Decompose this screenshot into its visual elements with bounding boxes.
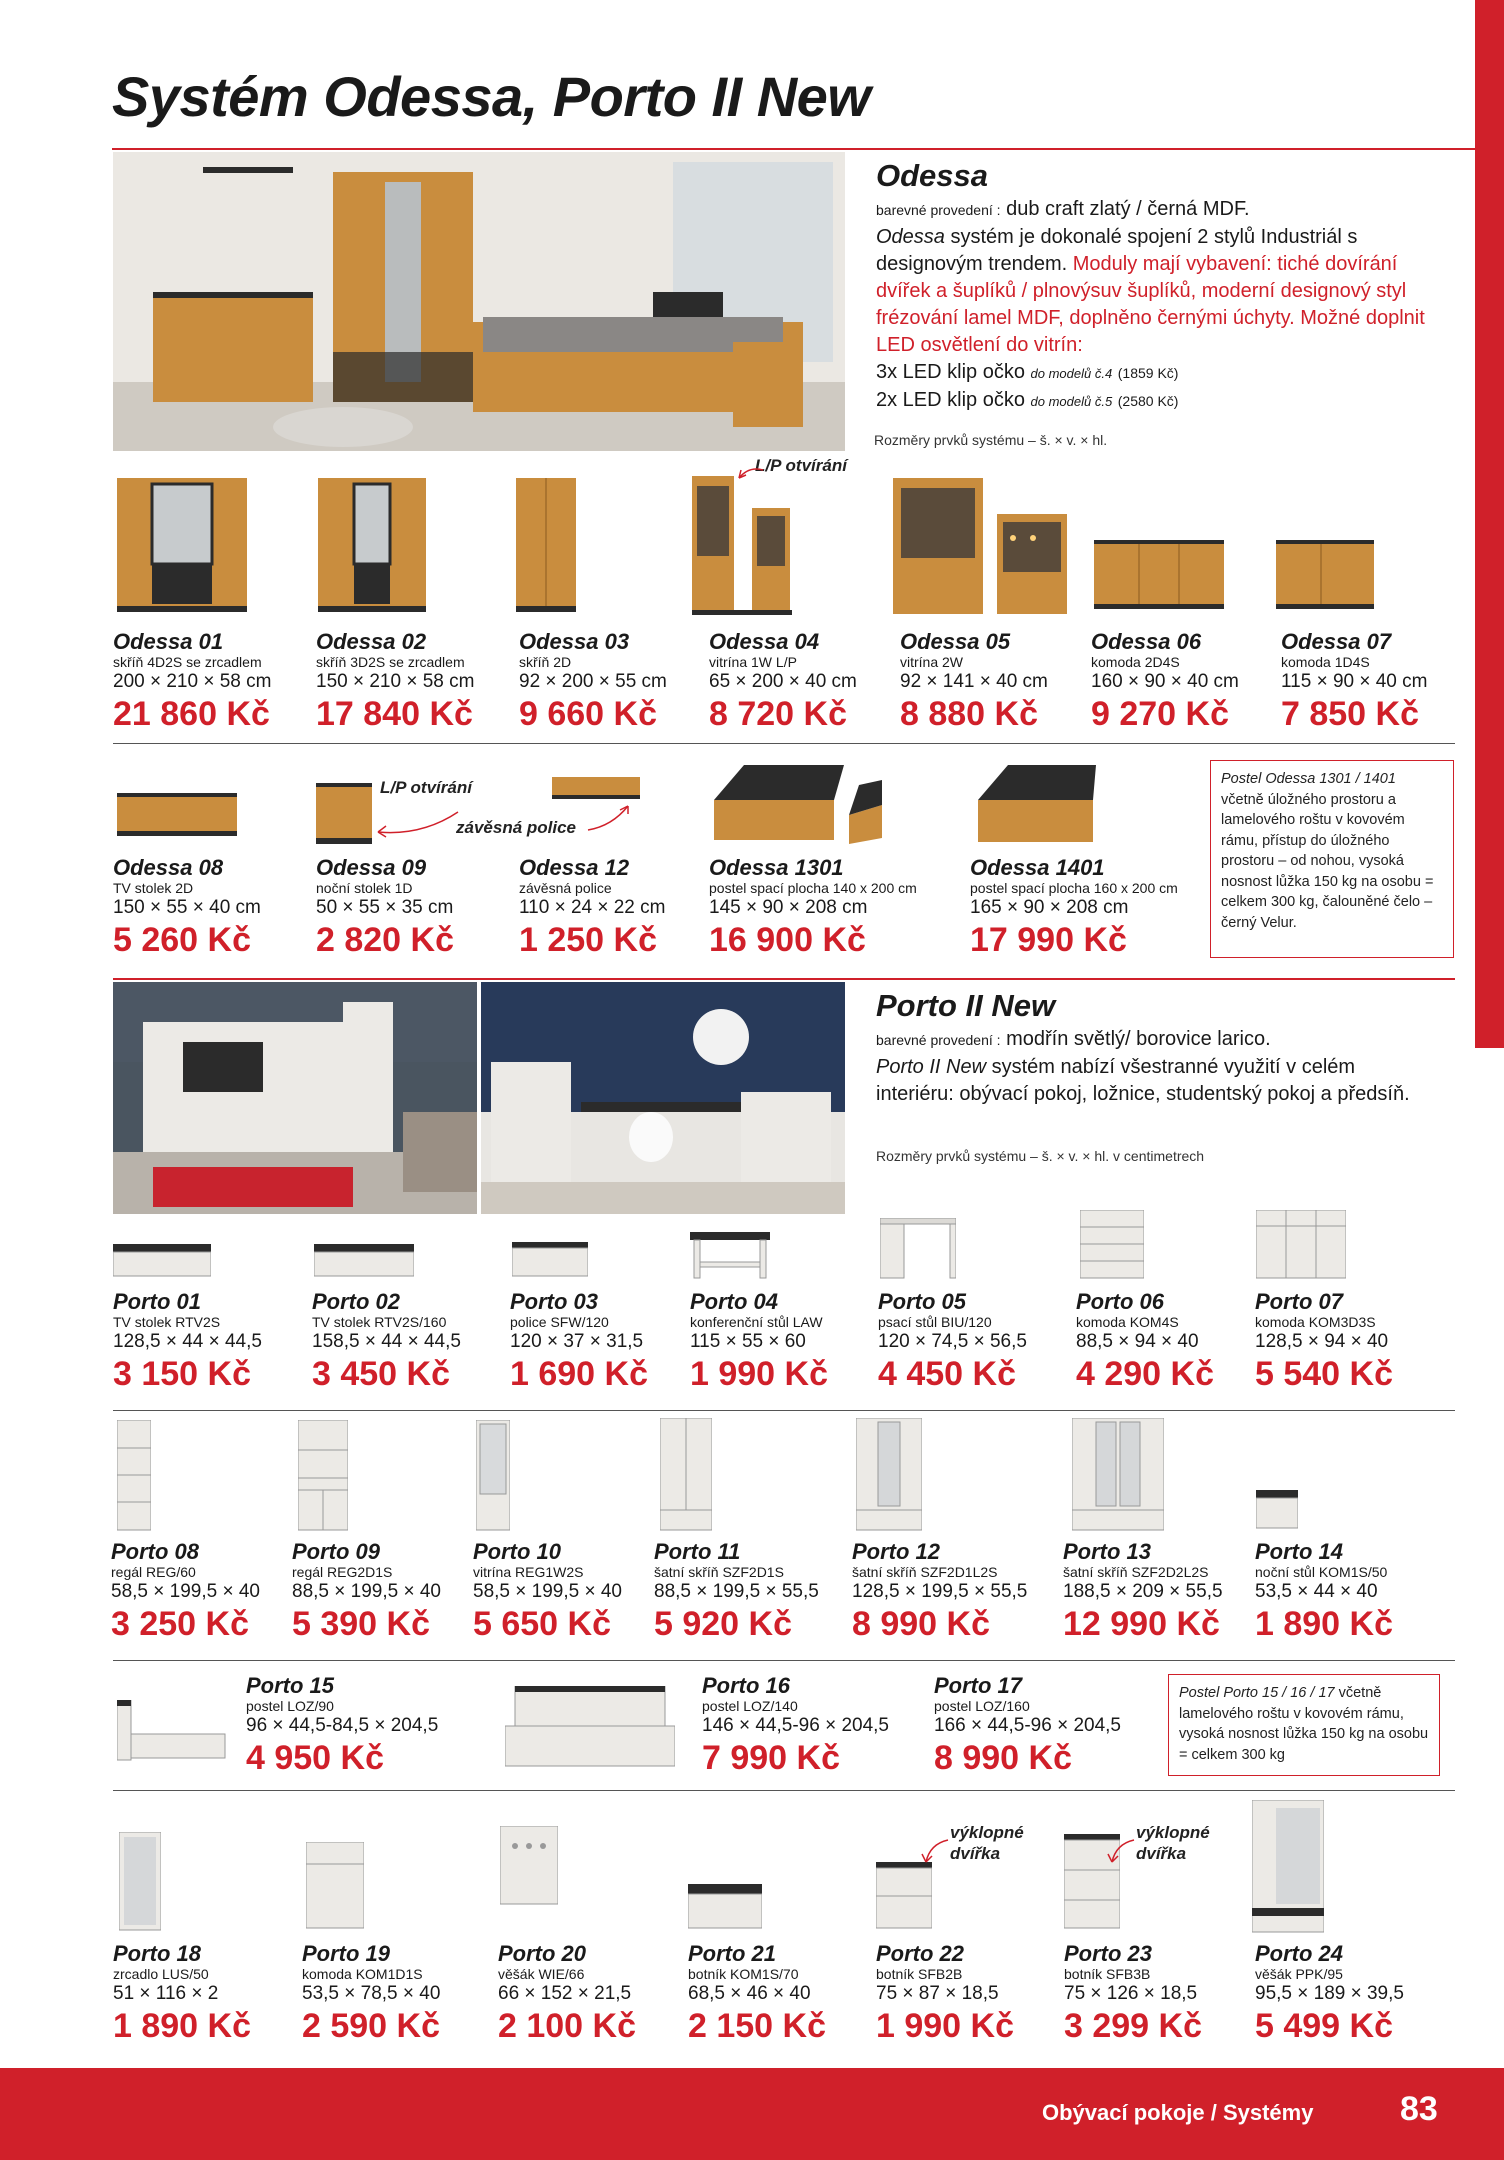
porto-20-image xyxy=(500,1826,558,1906)
odessa-italic-name: Odessa xyxy=(876,226,945,248)
porto-row1-item-sub: komoda KOM3D3S xyxy=(1255,1314,1376,1330)
porto-row4-item-name: Porto 23 xyxy=(1064,1941,1153,1966)
odessa-room-photo xyxy=(113,152,845,451)
porto-row4-item-dim: 75 × 126 × 18,5 xyxy=(1064,1983,1198,2004)
porto-row3-item-name: Porto 16 xyxy=(702,1673,791,1698)
odessa-row1-item-name: Odessa 05 xyxy=(900,629,1011,654)
porto-row1-item-price: 1 990 Kč xyxy=(690,1355,828,1393)
odessa-led1-note: do modelů č.4 xyxy=(1030,366,1113,381)
porto-row2-item-sub: regál REG2D1S xyxy=(292,1564,393,1580)
porto-row4-item-7 xyxy=(1255,1942,1404,2046)
odessa-lp-annotation: L/P otvírání xyxy=(755,456,847,475)
porto-05-image xyxy=(880,1218,956,1280)
porto-row1-item-4 xyxy=(690,1290,828,1394)
odessa-row1-item-name: Odessa 06 xyxy=(1091,629,1202,654)
porto-row4-item-dim: 95,5 × 189 × 39,5 xyxy=(1255,1983,1404,2004)
porto-row4-item-name: Porto 21 xyxy=(688,1941,777,1966)
porto-row2-item-dim: 88,5 × 199,5 × 55,5 xyxy=(654,1581,819,1602)
odessa-06-image xyxy=(1094,540,1224,610)
odessa-03-image xyxy=(516,478,576,613)
odessa-row1-item-price: 8 880 Kč xyxy=(900,695,1038,733)
porto-row1-item-sub: TV stolek RTV2S/160 xyxy=(312,1314,447,1330)
porto-row2-item-name: Porto 08 xyxy=(111,1539,200,1564)
odessa-lp-arrow-2 xyxy=(372,806,462,840)
odessa-1301-image xyxy=(704,760,884,850)
porto-11-image xyxy=(660,1418,712,1532)
porto-dims-note: Rozměry prvků systému – š. × v. × hl. v centimetrech xyxy=(876,1148,1205,1164)
porto-row2-item-name: Porto 10 xyxy=(473,1539,562,1564)
odessa-row1-item-7 xyxy=(1281,630,1427,734)
porto-09-image xyxy=(298,1420,348,1532)
porto-row3-item-dim: 146 × 44,5-96 × 204,5 xyxy=(702,1715,889,1736)
page-number: 83 xyxy=(1400,2090,1438,2128)
porto-16-image xyxy=(505,1686,675,1768)
porto-living-room-photo xyxy=(113,982,477,1214)
porto-row4-item-name: Porto 22 xyxy=(876,1941,965,1966)
porto-10-image xyxy=(476,1420,510,1532)
odessa-row1-item-price: 8 720 Kč xyxy=(709,695,847,733)
odessa-row2-item-3 xyxy=(519,856,665,960)
porto-row2-item-6 xyxy=(1063,1540,1223,1644)
porto-color-label: barevné provedení : xyxy=(876,1032,1001,1048)
odessa-row1-item-6 xyxy=(1091,630,1239,734)
porto-bed-box-title: Postel Porto 15 / 16 / 17 xyxy=(1179,1685,1335,1701)
porto-intro: systém nabízí všestranné využití v celém interiéru: obývací pokoj, ložnice, studentský pokoj a předsíň. xyxy=(876,1056,1410,1105)
odessa-row1-item-price: 21 860 Kč xyxy=(113,695,270,733)
porto-row4-item-sub: zrcadlo LUS/50 xyxy=(113,1966,209,1982)
odessa-row2-item-name: Odessa 1401 xyxy=(970,855,1105,880)
porto-row1-item-2 xyxy=(312,1290,461,1394)
porto-row1-item-price: 3 150 Kč xyxy=(113,1355,251,1393)
porto-row4-item-dim: 66 × 152 × 21,5 xyxy=(498,1983,632,2004)
porto-row1-item-dim: 158,5 × 44 × 44,5 xyxy=(312,1331,461,1352)
odessa-row2-item-sub: noční stolek 1D xyxy=(316,880,413,896)
porto-row4-item-price: 1 890 Kč xyxy=(113,2007,251,2045)
odessa-row1-item-sub: vitrína 2W xyxy=(900,654,964,670)
odessa-row1-item-sub: skříň 2D xyxy=(519,654,572,670)
porto-row1-item-5 xyxy=(878,1290,1027,1394)
odessa-row1-divider xyxy=(113,743,1455,744)
porto-row1-item-name: Porto 04 xyxy=(690,1289,779,1314)
odessa-features: Moduly mají vybavení: tiché dovírání dvířek a šuplíků / plnovýsuv šuplíků, moderní designový styl frézování lamel MDF, doplněno černými úchyty. Možné doplnit LED osvětlení do vitrín: xyxy=(876,253,1425,356)
porto-22-flip-arrow xyxy=(920,1836,950,1866)
porto-row3-item-name: Porto 17 xyxy=(934,1673,1023,1698)
porto-row1-item-price: 1 690 Kč xyxy=(510,1355,648,1393)
odessa-1401-image xyxy=(968,760,1098,850)
porto-row2-item-sub: regál REG/60 xyxy=(111,1564,196,1580)
porto-heading: Porto II New xyxy=(876,988,1056,1023)
porto-row2-item-dim: 128,5 × 199,5 × 55,5 xyxy=(852,1581,1028,1602)
porto-row4-item-price: 3 299 Kč xyxy=(1064,2007,1202,2045)
odessa-row1-item-dim: 200 × 210 × 58 cm xyxy=(113,671,272,692)
porto-row4-item-price: 2 590 Kč xyxy=(302,2007,440,2045)
porto-19-image xyxy=(306,1842,364,1930)
odessa-row1-item-sub: skříň 4D2S se zrcadlem xyxy=(113,654,262,670)
odessa-description xyxy=(876,156,1436,415)
porto-row2-item-name: Porto 14 xyxy=(1255,1539,1344,1564)
porto-row3-item-sub: postel LOZ/160 xyxy=(934,1698,1030,1714)
odessa-07-image xyxy=(1276,540,1374,610)
porto-row1-item-dim: 128,5 × 44 × 44,5 xyxy=(113,1331,262,1352)
porto-row1-item-sub: konferenční stůl LAW xyxy=(690,1314,823,1330)
odessa-row1-item-price: 17 840 Kč xyxy=(316,695,473,733)
odessa-row2-item-4 xyxy=(709,856,917,960)
porto-row1-item-price: 4 450 Kč xyxy=(878,1355,1016,1393)
odessa-04-image xyxy=(692,476,792,616)
porto-row1-item-7 xyxy=(1255,1290,1393,1394)
porto-row4-item-sub: věšák PPK/95 xyxy=(1255,1966,1343,1982)
porto-row4-item-3 xyxy=(498,1942,636,2046)
porto-description xyxy=(876,986,1436,1108)
odessa-lp-annotation-2: L/P otvírání xyxy=(380,778,472,797)
porto-row4-item-4 xyxy=(688,1942,826,2046)
porto-study-room-photo xyxy=(481,982,845,1214)
porto-bed-box-text: včetně lamelového roštu v kovovém rámu, vysoká nosnost lůžka 150 kg na osobu = celkem 300 kg xyxy=(1179,1685,1429,1763)
odessa-bed-box-title: Postel Odessa 1301 / 1401 xyxy=(1221,771,1396,787)
porto-row3-item-price: 7 990 Kč xyxy=(702,1739,840,1777)
porto-07-image xyxy=(1256,1210,1346,1280)
porto-row2-divider xyxy=(113,1660,1455,1661)
porto-row3-item-price: 4 950 Kč xyxy=(246,1739,384,1777)
porto-row4-item-2 xyxy=(302,1942,440,2046)
porto-row4-item-dim: 53,5 × 78,5 × 40 xyxy=(302,1983,441,2004)
odessa-bed-info-box xyxy=(1210,760,1454,958)
porto-row1-item-dim: 128,5 × 94 × 40 xyxy=(1255,1331,1389,1352)
porto-row2-item-name: Porto 12 xyxy=(852,1539,941,1564)
odessa-row1-item-price: 7 850 Kč xyxy=(1281,695,1419,733)
porto-row3-divider xyxy=(113,1790,1455,1791)
porto-row2-item-name: Porto 09 xyxy=(292,1539,381,1564)
porto-row1-item-price: 3 450 Kč xyxy=(312,1355,450,1393)
porto-row4-item-sub: věšák WIE/66 xyxy=(498,1966,585,1982)
porto-row1-item-name: Porto 02 xyxy=(312,1289,401,1314)
porto-12-image xyxy=(856,1418,922,1532)
page-footer xyxy=(0,2068,1504,2160)
porto-15-image xyxy=(117,1700,227,1768)
odessa-led2-note: do modelů č.5 xyxy=(1030,394,1113,409)
porto-row4-item-dim: 51 × 116 × 2 xyxy=(113,1983,219,2004)
odessa-row2-item-price: 16 900 Kč xyxy=(709,921,866,959)
porto-row1-item-name: Porto 06 xyxy=(1076,1289,1165,1314)
porto-row3-item-price: 8 990 Kč xyxy=(934,1739,1072,1777)
porto-row1-item-price: 4 290 Kč xyxy=(1076,1355,1214,1393)
odessa-row1-item-5 xyxy=(900,630,1048,734)
porto-row4-item-sub: komoda KOM1D1S xyxy=(302,1966,423,1982)
odessa-shelf-arrow xyxy=(584,800,634,834)
odessa-row1-item-dim: 115 × 90 × 40 cm xyxy=(1281,671,1428,692)
porto-bed-info-box xyxy=(1168,1674,1440,1776)
porto-02-image xyxy=(314,1244,414,1280)
porto-row3-item-sub: postel LOZ/140 xyxy=(702,1698,798,1714)
odessa-row2-item-price: 1 250 Kč xyxy=(519,921,657,959)
odessa-row2-item-name: Odessa 1301 xyxy=(709,855,844,880)
odessa-row1-item-name: Odessa 01 xyxy=(113,629,224,654)
porto-row2-item-sub: noční stůl KOM1S/50 xyxy=(1255,1564,1388,1580)
porto-color-value: modřín světlý/ borovice larico. xyxy=(1006,1028,1271,1050)
odessa-shelf-annotation: závěsná police xyxy=(456,818,577,837)
porto-row4-item-price: 5 499 Kč xyxy=(1255,2007,1393,2045)
odessa-01-image xyxy=(117,478,247,613)
porto-22-image xyxy=(876,1862,932,1930)
odessa-row2-item-name: Odessa 09 xyxy=(316,855,427,880)
porto-row3-item-3 xyxy=(934,1674,1121,1778)
porto-row4-item-1 xyxy=(113,1942,251,2046)
odessa-row2-item-name: Odessa 12 xyxy=(519,855,630,880)
odessa-row2-item-dim: 150 × 55 × 40 cm xyxy=(113,897,261,918)
odessa-row2-item-2 xyxy=(316,856,454,960)
porto-row2-item-price: 5 390 Kč xyxy=(292,1605,430,1643)
odessa-row1-item-name: Odessa 02 xyxy=(316,629,427,654)
odessa-led1: 3x LED klip očko xyxy=(876,361,1025,383)
odessa-row2-item-dim: 145 × 90 × 208 cm xyxy=(709,897,868,918)
odessa-row1-item-3 xyxy=(519,630,667,734)
title-rule xyxy=(112,148,1475,150)
porto-row4-item-price: 2 100 Kč xyxy=(498,2007,636,2045)
porto-row4-item-dim: 68,5 × 46 × 40 xyxy=(688,1983,811,2004)
odessa-color-value: dub craft zlatý / černá MDF. xyxy=(1006,198,1250,220)
odessa-led2: 2x LED klip očko xyxy=(876,389,1025,411)
porto-23-flip-arrow xyxy=(1106,1836,1136,1866)
porto-04-image xyxy=(690,1232,770,1280)
porto-row3-item-name: Porto 15 xyxy=(246,1673,335,1698)
odessa-row2-item-dim: 165 × 90 × 208 cm xyxy=(970,897,1129,918)
porto-row2-item-7 xyxy=(1255,1540,1393,1644)
porto-row4-item-dim: 75 × 87 × 18,5 xyxy=(876,1983,999,2004)
odessa-row1-item-dim: 150 × 210 × 58 cm xyxy=(316,671,475,692)
porto-row4-item-sub: botník SFB3B xyxy=(1064,1966,1151,1982)
porto-01-image xyxy=(113,1244,211,1280)
odessa-row1-item-4 xyxy=(709,630,857,734)
porto-row1-item-sub: komoda KOM4S xyxy=(1076,1314,1179,1330)
porto-row2-item-2 xyxy=(292,1540,441,1644)
porto-row2-item-dim: 188,5 × 209 × 55,5 xyxy=(1063,1581,1223,1602)
porto-row1-item-dim: 120 × 37 × 31,5 xyxy=(510,1331,644,1352)
porto-21-image xyxy=(688,1884,762,1930)
odessa-12-image xyxy=(552,777,640,801)
page-title: Systém Odessa, Porto II New xyxy=(112,65,871,128)
odessa-row2-item-dim: 110 × 24 × 22 cm xyxy=(519,897,666,918)
odessa-row1-item-name: Odessa 03 xyxy=(519,629,630,654)
porto-row2-item-sub: vitrína REG1W2S xyxy=(473,1564,584,1580)
porto-row1-item-sub: TV stolek RTV2S xyxy=(113,1314,221,1330)
porto-row4-item-price: 2 150 Kč xyxy=(688,2007,826,2045)
porto-row1-item-name: Porto 03 xyxy=(510,1289,599,1314)
porto-row1-item-dim: 88,5 × 94 × 40 xyxy=(1076,1331,1199,1352)
porto-italic-name: Porto II New xyxy=(876,1056,987,1078)
odessa-row1-item-sub: komoda 1D4S xyxy=(1281,654,1370,670)
porto-06-image xyxy=(1080,1210,1144,1280)
odessa-led2-price: (2580 Kč) xyxy=(1117,393,1179,409)
odessa-color-label: barevné provedení : xyxy=(876,202,1001,218)
porto-23-flip-annotation: výklopné dvířka xyxy=(1136,1823,1210,1863)
porto-18-image xyxy=(119,1832,161,1932)
porto-row2-item-price: 8 990 Kč xyxy=(852,1605,990,1643)
porto-row2-item-dim: 58,5 × 199,5 × 40 xyxy=(111,1581,260,1602)
porto-row4-item-sub: botník SFB2B xyxy=(876,1966,963,1982)
odessa-section-divider xyxy=(113,978,1455,980)
porto-row2-item-price: 5 650 Kč xyxy=(473,1605,611,1643)
porto-row2-item-3 xyxy=(473,1540,622,1644)
porto-14-image xyxy=(1256,1490,1298,1530)
porto-row2-item-price: 5 920 Kč xyxy=(654,1605,792,1643)
porto-row3-item-dim: 96 × 44,5-84,5 × 204,5 xyxy=(246,1715,439,1736)
odessa-row1-item-dim: 160 × 90 × 40 cm xyxy=(1091,671,1239,692)
porto-row4-item-price: 1 990 Kč xyxy=(876,2007,1014,2045)
odessa-05-image xyxy=(893,478,1068,618)
odessa-row2-item-name: Odessa 08 xyxy=(113,855,224,880)
odessa-row2-item-sub: TV stolek 2D xyxy=(113,880,194,896)
porto-row2-item-dim: 58,5 × 199,5 × 40 xyxy=(473,1581,622,1602)
porto-row1-item-name: Porto 05 xyxy=(878,1289,967,1314)
porto-22-flip-annotation: výklopné dvířka xyxy=(950,1823,1024,1863)
odessa-02-image xyxy=(318,478,426,613)
porto-row1-item-price: 5 540 Kč xyxy=(1255,1355,1393,1393)
porto-row4-item-name: Porto 19 xyxy=(302,1941,391,1966)
odessa-bed-box-text: včetně úložného prostoru a lamelového roštu v kovovém rámu, přístup do úložného prostoru – od nohou, vysoká nosnost lůžka 150 kg na osobu = celkem 300 kg, čalouněné čelo – černý Velur. xyxy=(1221,791,1434,931)
odessa-row2-item-sub: postel spací plocha 140 x 200 cm xyxy=(709,880,917,896)
porto-row1-divider xyxy=(113,1410,1455,1411)
porto-row2-item-name: Porto 11 xyxy=(654,1539,741,1564)
odessa-row2-item-sub: postel spací plocha 160 x 200 cm xyxy=(970,880,1178,896)
porto-row4-item-name: Porto 18 xyxy=(113,1941,202,1966)
porto-row1-item-dim: 120 × 74,5 × 56,5 xyxy=(878,1331,1027,1352)
porto-row2-item-1 xyxy=(111,1540,260,1644)
porto-row4-item-name: Porto 24 xyxy=(1255,1941,1344,1966)
porto-row2-item-price: 3 250 Kč xyxy=(111,1605,249,1643)
porto-row3-item-2 xyxy=(702,1674,889,1778)
porto-row1-item-3 xyxy=(510,1290,648,1394)
porto-08-image xyxy=(117,1420,151,1532)
odessa-row1-item-name: Odessa 04 xyxy=(709,629,820,654)
odessa-row2-item-price: 5 260 Kč xyxy=(113,921,251,959)
porto-row4-item-5 xyxy=(876,1942,1014,2046)
porto-row4-item-name: Porto 20 xyxy=(498,1941,587,1966)
odessa-led1-price: (1859 Kč) xyxy=(1117,365,1179,381)
porto-row1-item-name: Porto 07 xyxy=(1255,1289,1344,1314)
porto-row2-item-5 xyxy=(852,1540,1027,1644)
porto-row1-item-1 xyxy=(113,1290,262,1394)
porto-row1-item-sub: psací stůl BIU/120 xyxy=(878,1314,992,1330)
odessa-dims-note: Rozměry prvků systému – š. × v. × hl. xyxy=(874,432,1108,448)
odessa-row1-item-price: 9 270 Kč xyxy=(1091,695,1229,733)
odessa-row1-item-sub: skříň 3D2S se zrcadlem xyxy=(316,654,465,670)
porto-row3-item-dim: 166 × 44,5-96 × 204,5 xyxy=(934,1715,1121,1736)
porto-03-image xyxy=(512,1242,588,1278)
porto-row2-item-sub: šatní skříň SZF2D2L2S xyxy=(1063,1564,1209,1580)
footer-category: Obývací pokoje / Systémy xyxy=(1042,2100,1314,2125)
odessa-row1-item-name: Odessa 07 xyxy=(1281,629,1392,654)
odessa-row2-item-5 xyxy=(970,856,1178,960)
odessa-row2-item-1 xyxy=(113,856,261,960)
odessa-row1-item-dim: 65 × 200 × 40 cm xyxy=(709,671,857,692)
porto-row2-item-4 xyxy=(654,1540,819,1644)
odessa-row1-item-dim: 92 × 141 × 40 cm xyxy=(900,671,1048,692)
porto-13-image xyxy=(1072,1418,1164,1532)
odessa-row2-item-price: 2 820 Kč xyxy=(316,921,454,959)
porto-row2-item-sub: šatní skříň SZF2D1S xyxy=(654,1564,784,1580)
porto-row2-item-sub: šatní skříň SZF2D1L2S xyxy=(852,1564,998,1580)
porto-row3-item-sub: postel LOZ/90 xyxy=(246,1698,334,1714)
porto-row1-item-6 xyxy=(1076,1290,1214,1394)
porto-24-image xyxy=(1252,1800,1324,1934)
porto-row1-item-sub: police SFW/120 xyxy=(510,1314,609,1330)
porto-row1-item-dim: 115 × 55 × 60 xyxy=(690,1331,806,1352)
odessa-row1-item-price: 9 660 Kč xyxy=(519,695,657,733)
porto-row2-item-dim: 53,5 × 44 × 40 xyxy=(1255,1581,1378,1602)
odessa-row1-item-1 xyxy=(113,630,271,734)
porto-row4-item-6 xyxy=(1064,1942,1202,2046)
odessa-row1-item-sub: komoda 2D4S xyxy=(1091,654,1180,670)
porto-row3-item-1 xyxy=(246,1674,438,1778)
odessa-row1-item-sub: vitrína 1W L/P xyxy=(709,654,797,670)
odessa-09-image xyxy=(316,783,372,845)
odessa-intro: systém je dokonalé spojení 2 stylů Industriál s designovým trendem. xyxy=(876,226,1358,275)
porto-row2-item-dim: 88,5 × 199,5 × 40 xyxy=(292,1581,441,1602)
porto-row2-item-name: Porto 13 xyxy=(1063,1539,1152,1564)
porto-row1-item-name: Porto 01 xyxy=(113,1289,202,1314)
odessa-08-image xyxy=(117,793,237,837)
odessa-row1-item-dim: 92 × 200 × 55 cm xyxy=(519,671,667,692)
porto-row2-item-price: 1 890 Kč xyxy=(1255,1605,1393,1643)
porto-row4-item-sub: botník KOM1S/70 xyxy=(688,1966,799,1982)
odessa-heading: Odessa xyxy=(876,158,989,193)
odessa-row2-item-price: 17 990 Kč xyxy=(970,921,1127,959)
odessa-row1-item-2 xyxy=(316,630,474,734)
odessa-row2-item-dim: 50 × 55 × 35 cm xyxy=(316,897,454,918)
odessa-row2-item-sub: závěsná police xyxy=(519,880,612,896)
porto-row2-item-price: 12 990 Kč xyxy=(1063,1605,1220,1643)
side-accent-bar xyxy=(1475,0,1504,1048)
